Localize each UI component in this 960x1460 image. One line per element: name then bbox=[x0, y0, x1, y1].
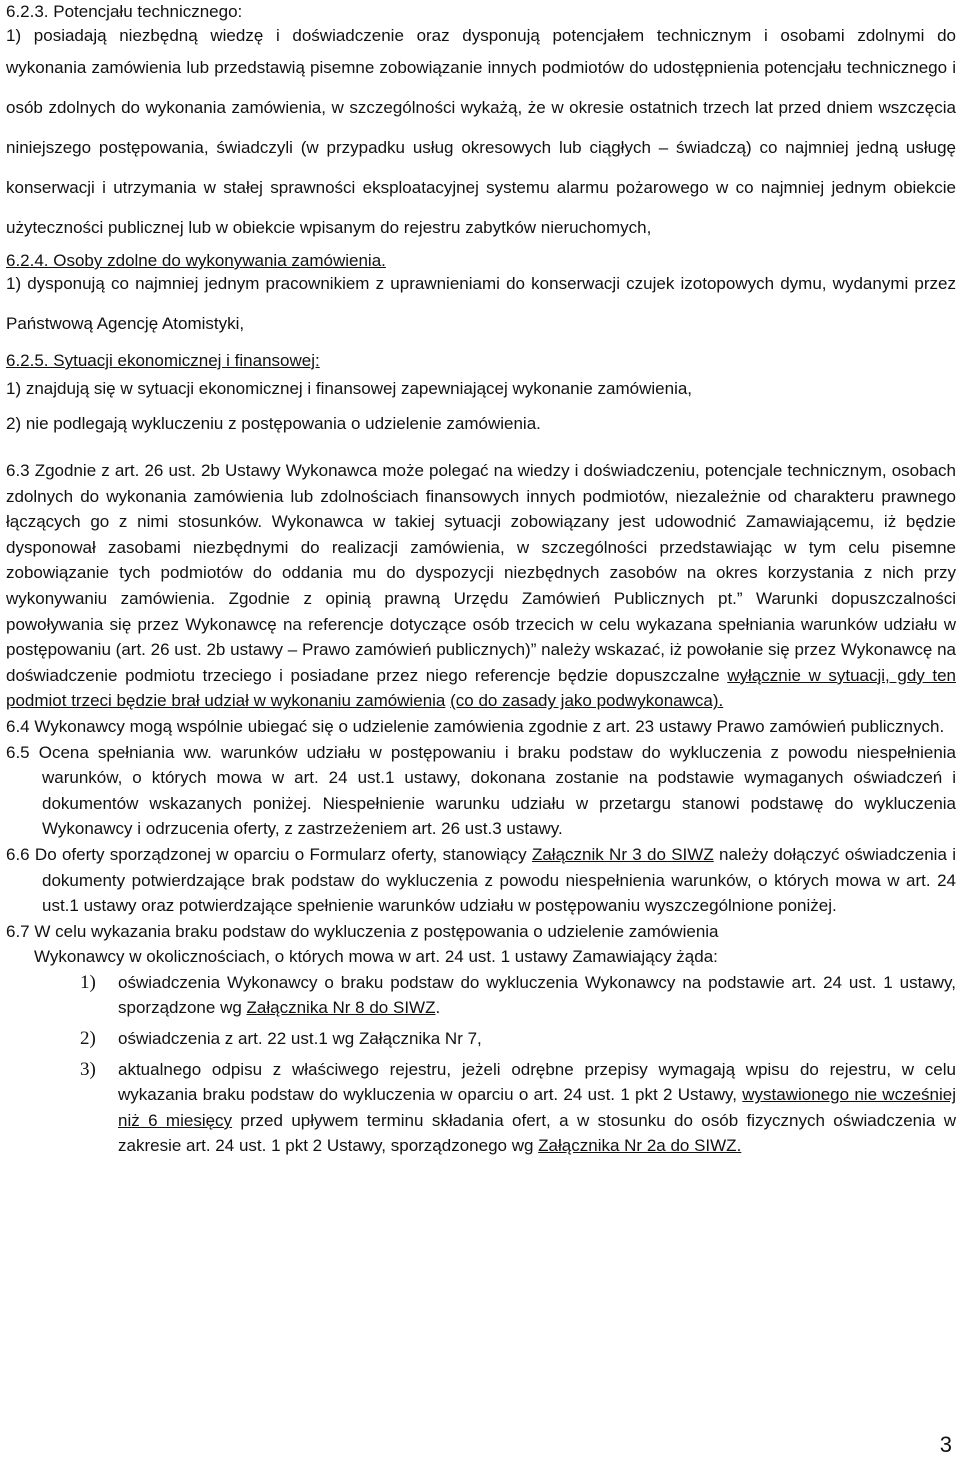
list-number: 2) bbox=[80, 1028, 96, 1050]
list-item bbox=[6, 970, 956, 1021]
section-6-2-4 bbox=[6, 250, 956, 344]
item-text: przed upływem terminu składania ofert, a w stosunku do osób fizycznych oświadczenia w zakresie art. 24 ust. 1 pkt 2 Ustawy, sporządzonego wg bbox=[118, 1110, 957, 1156]
item-text: oświadczenia z art. 22 ust.1 wg Załącznika Nr 7, bbox=[118, 1029, 482, 1049]
section-6-6 bbox=[6, 842, 956, 919]
list-item bbox=[6, 1057, 956, 1159]
requirements-list bbox=[6, 970, 956, 1159]
section-intro: 6.7 W celu wykazania braku podstaw do wykluczenia z postępowania o udzielenie zamówienia bbox=[6, 921, 719, 941]
attachment-link[interactable]: Załącznik Nr 3 do SIWZ bbox=[531, 844, 714, 864]
paragraph-text: należy dołączyć oświadczenia i dokumenty potwierdzające brak podstaw do wykluczenia z powodu niespełnienia warunków, o których mowa w art. 24 ust.1 ustawy oraz potwierdzające spełnienie warunków udziału w postępowaniu wyszczególnione poniżej. bbox=[42, 844, 956, 916]
item-text: aktualnego odpisu z właściwego rejestru, jeżeli odrębne przepisy wymagają wpisu do rejestru, w celu wykazania braku podstaw do wykluczenia w oparciu o art. 24 ust. 1 pkt 2 Ustawy, bbox=[118, 1059, 956, 1105]
list-item: 2) nie podlegają wykluczeniu z postępowania o udzielenie zamówienia. bbox=[6, 414, 541, 433]
paragraph-body: 1) dysponują co najmniej jednym pracownikiem z uprawnieniami do konserwacji czujek izotopowych dymu, wydanymi przez Państwową Agencję Atomistyki, bbox=[6, 274, 956, 333]
section-6-2-3 bbox=[6, 0, 956, 248]
item-text: oświadczenia Wykonawcy o braku podstaw do wykluczenia Wykonawcy na podstawie art. 24 ust. 1 ustawy, sporządzone wg bbox=[118, 972, 956, 1018]
attachment-link[interactable]: Załącznika Nr 2a do SIWZ. bbox=[538, 1136, 742, 1156]
list-number: 1) bbox=[80, 971, 96, 993]
section-6-3 bbox=[6, 458, 956, 714]
list-item: 1) znajdują się w sytuacji ekonomicznej i finansowej zapewniającej wykonanie zamówienia, bbox=[6, 379, 693, 398]
heading-underlined: 6.2.5. Sytuacji ekonomicznej i finansowej: bbox=[6, 351, 320, 370]
section-6-2-5 bbox=[6, 350, 956, 444]
paragraph-text: 6.6 Do oferty sporządzonej w oparciu o Formularz oferty, stanowiący bbox=[6, 844, 532, 864]
paragraph-first-line: 1) posiadają niezbędną wiedzę i doświadczenie oraz dysponują potencjałem technicznym i osobami zdolnymi do bbox=[6, 26, 956, 45]
underlined-text: (co do zasady jako podwykonawca). bbox=[450, 691, 724, 711]
list-item bbox=[6, 1026, 956, 1052]
list-number: 3) bbox=[80, 1058, 96, 1080]
section-6-5: 6.5 Ocena spełniania ww. warunków udziału w postępowaniu i braku podstaw do wykluczenia z powodu niespełnienia warunków, o których mowa w art. 24 ust.1 ustawy, dokonana zostanie na podstawie wymaganych oświadczeń i dokumentów wskazanych poniżej. Niespełnienie warunku udziału w przetargu stanowi podstawę do wykluczenia Wykonawcy i odrzucenia oferty, z zastrzeżeniem art. 26 ust.3 ustawy. bbox=[6, 742, 956, 839]
item-text: . bbox=[435, 998, 441, 1018]
page-number: 3 bbox=[939, 1432, 952, 1457]
section-heading bbox=[6, 350, 956, 372]
heading-underlined: 6.2.4. Osoby zdolne do wykonywania zamówienia. bbox=[6, 251, 386, 270]
attachment-link[interactable]: Załącznika Nr 8 do SIWZ bbox=[246, 998, 436, 1018]
section-6-4: 6.4 Wykonawcy mogą wspólnie ubiegać się o udzielenie zamówienia zgodnie z art. 23 ustawy Prawo zamówień publicznych. bbox=[6, 716, 945, 736]
paragraph-text: 6.3 Zgodnie z art. 26 ust. 2b Ustawy Wykonawca może polegać na wiedzy i doświadczeniu, potencjale technicznym, osobach zdolnych do wykonania zamówienia lub zdolnościach finansowych innych podmiotów, niezależnie od charakteru prawnego łączących go z nimi stosunków. Wykonawca w takiej sytuacji zobowiązany jest udowodnić Zamawiającemu, iż będzie dysponował zasobami niezbędnymi do realizacji zamówienia, w szczególności przedstawiając w tym celu pisemne zobowiązanie tych podmiotów do oddania mu do dyspozycji niezbędnych zasobów na okres korzystania z nich przy wykonywaniu zamówienia. Zgodnie z opinią prawną Urzędu Zamówień Publicznych pt.” Warunki dopuszczalności powoływania się przez Wykonawcę na referencje dotyczące osób trzecich w celu wykazana spełniania warunków udziału w postępowaniu (art. 26 ust. 2b ustawy – Prawo zamówień publicznych)” należy wskazać, iż powołanie się przez Wykonawcę na doświadczenie podmiotu trzeciego i posiadane przez niego referencje będzie dopuszczalne bbox=[6, 461, 956, 685]
document-page bbox=[6, 0, 956, 1159]
underlined-text: wystawionego nie wcześniej niż 6 miesięcy bbox=[118, 1085, 957, 1130]
section-intro: Wykonawcy w okolicznościach, o których mowa w art. 24 ust. 1 ustawy Zamawiający żąda: bbox=[34, 947, 718, 967]
section-heading: 6.2.3. Potencjału technicznego: bbox=[6, 2, 243, 21]
underlined-text: wyłącznie w sytuacji, gdy ten podmiot trzeci będzie brał udział w wykonaniu zamówienia bbox=[6, 665, 956, 711]
section-6-7 bbox=[6, 919, 956, 1159]
paragraph-body: wykonania zamówienia lub przedstawią pisemne zobowiązanie innych podmiotów do udostępnienia potencjału technicznego i osób zdolnych do wykonania zamówienia, w szczególności wykażą, że w okresie ostatnich trzech lat przed dniem wszczęcia niniejszego postępowania, świadczyli (w przypadku usług okresowych lub ciągłych – świadczą) co najmniej jedną usługę konserwacji i utrzymania w stałej sprawności eksploatacyjnej systemu alarmu pożarowego w co najmniej jednym obiekcie użyteczności publicznej lub w obiekcie wpisanym do rejestru zabytków nieruchomych, bbox=[6, 58, 956, 237]
